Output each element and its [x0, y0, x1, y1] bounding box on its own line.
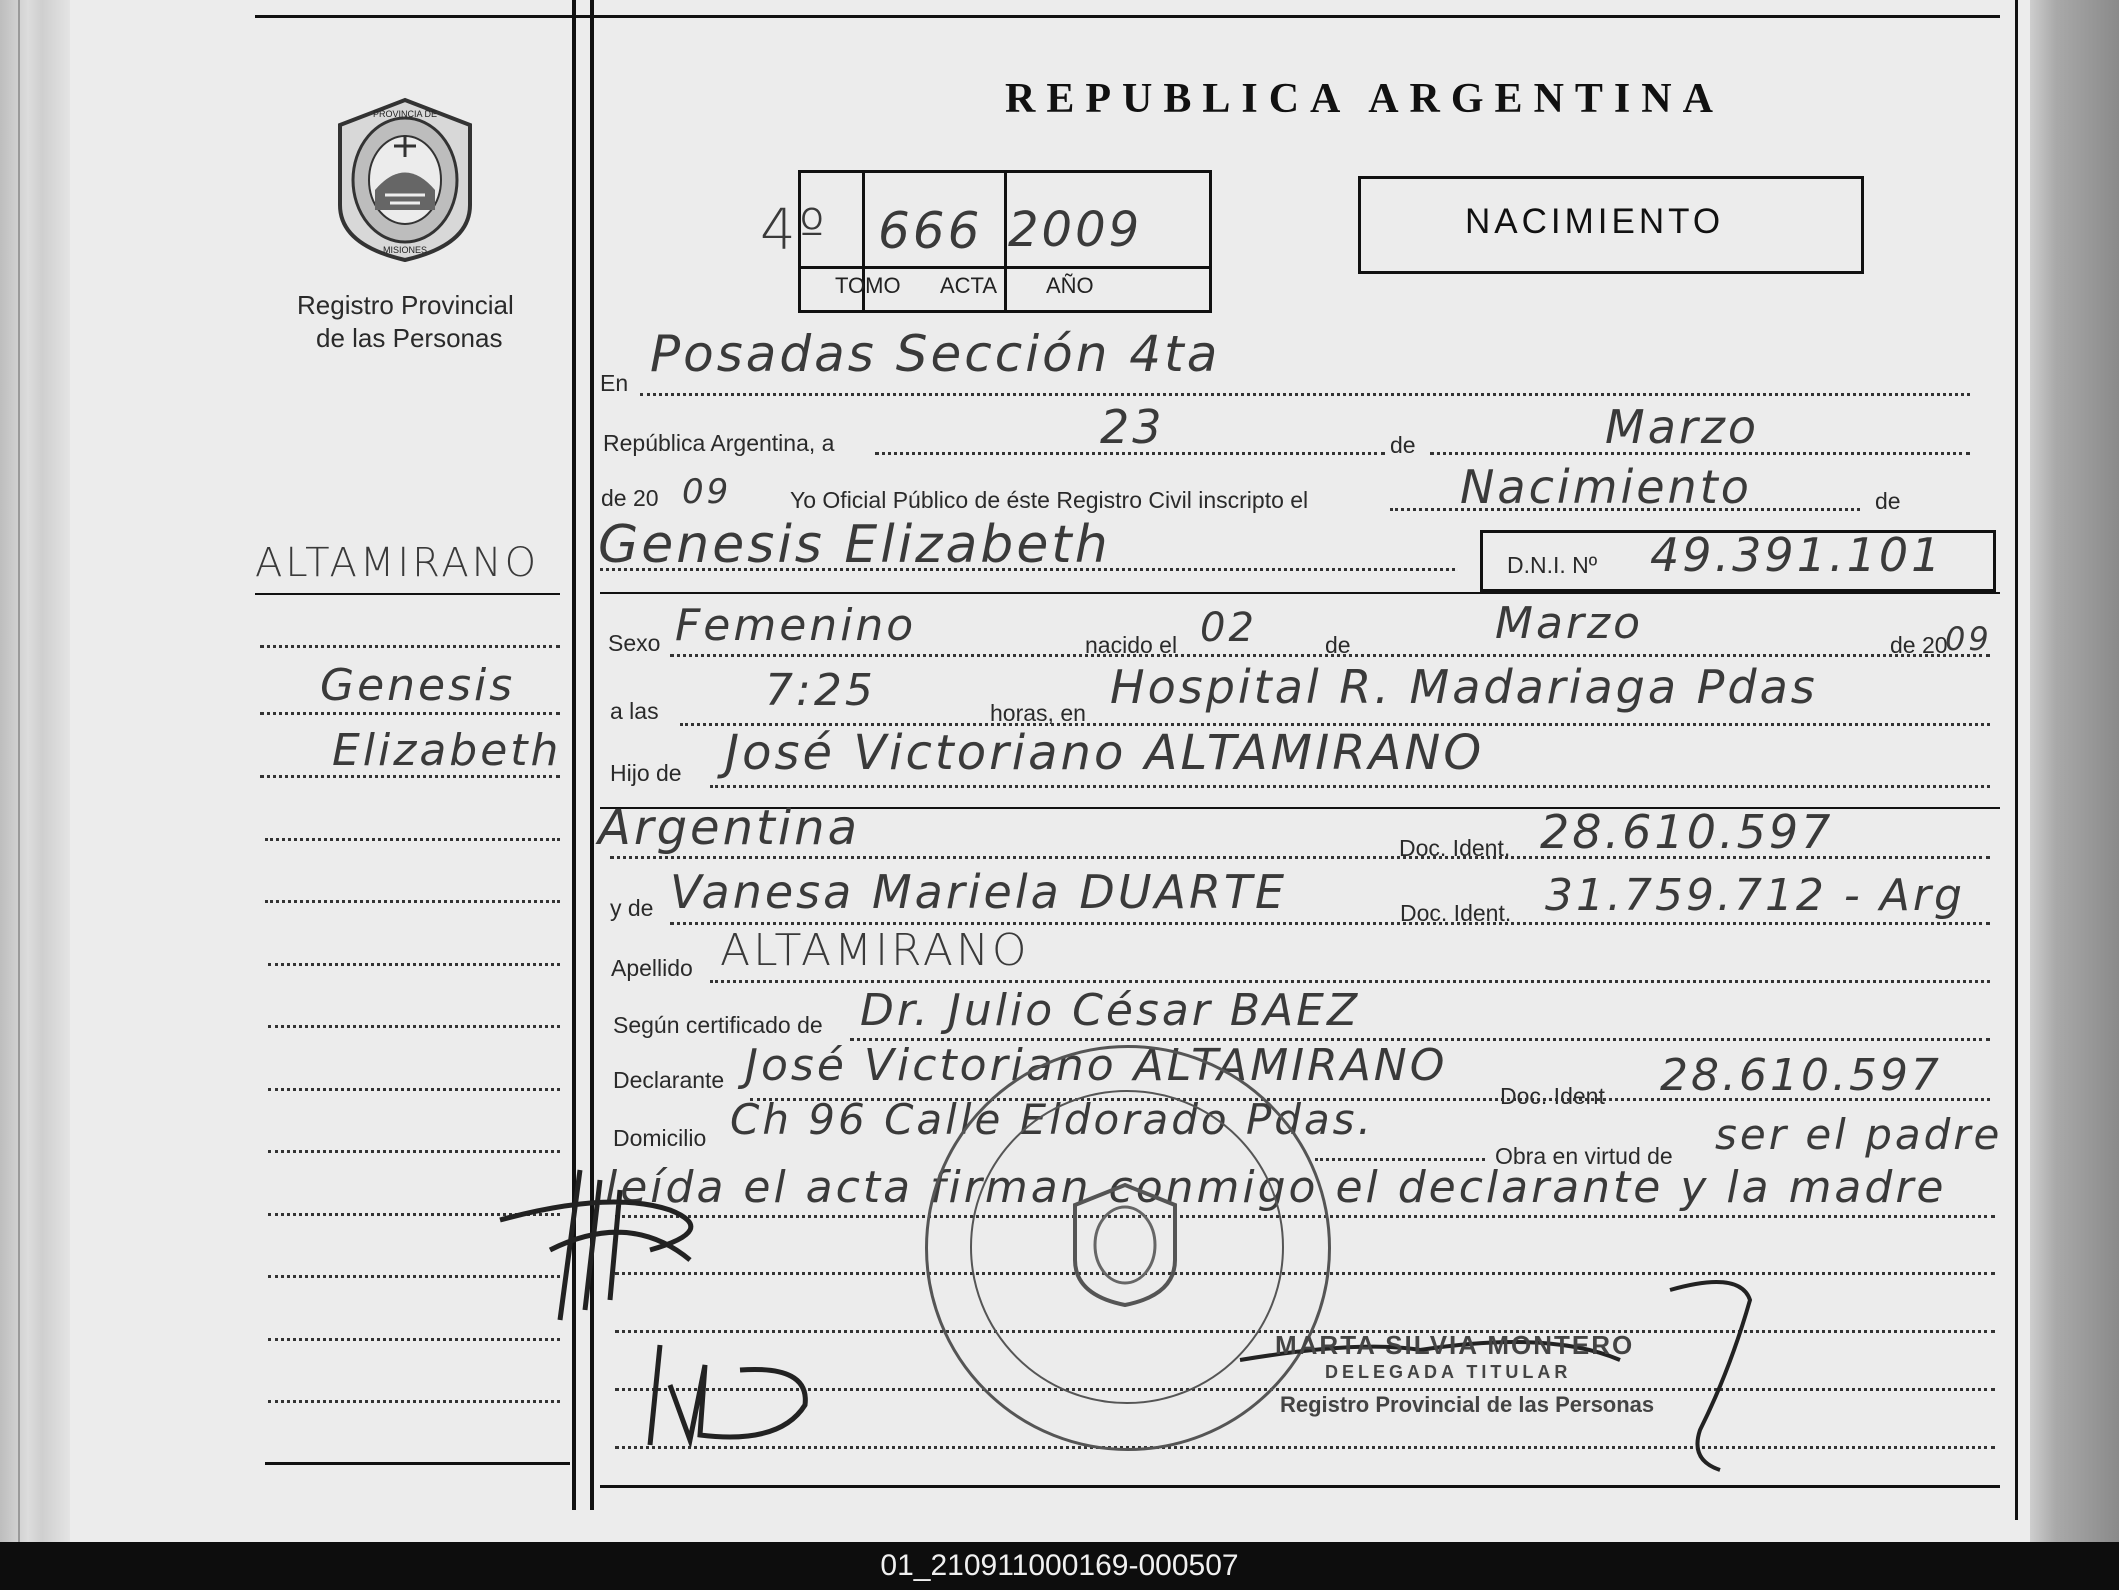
- margin-dotline: [260, 712, 560, 715]
- registry-name-line2: de las Personas: [316, 323, 503, 353]
- label-de: de: [1325, 632, 1351, 658]
- mother-signature-icon: [630, 1325, 860, 1455]
- margin-dotline: [265, 838, 560, 841]
- declarant-doc: 28.610.597: [1660, 1050, 1942, 1101]
- margin-surname: ALTAMIRANO: [255, 540, 540, 586]
- margin-dotline: [268, 1338, 560, 1341]
- book-spine: [0, 0, 70, 1542]
- officer-name: MARTA SILVIA MONTERO: [1275, 1330, 1635, 1360]
- fill-line: [1430, 452, 1970, 455]
- place-value: Posadas Sección 4ta: [650, 325, 1221, 383]
- label-doc-ident: Doc. Ident.: [1400, 900, 1512, 926]
- label-en: En: [600, 370, 629, 396]
- margin-dotline: [260, 645, 560, 648]
- closing-statement: leída el acta firman conmigo el declarante y la madre: [605, 1162, 1947, 1213]
- dni-value: 49.391.101: [1650, 528, 1944, 582]
- registry-name-line1: Registro Provincial: [297, 290, 514, 320]
- fill-line: [1390, 508, 1860, 511]
- birth-time: 7:25: [765, 665, 876, 716]
- stamp-emblem-icon: [1070, 1180, 1180, 1310]
- father-doc: 28.610.597: [1540, 805, 1834, 859]
- label-apellido: Apellido: [611, 955, 693, 981]
- row-rule: [600, 592, 2000, 594]
- fill-line: [710, 785, 1990, 788]
- label-segun: Según certificado de: [613, 1012, 823, 1038]
- svg-text:MISIONES: MISIONES: [382, 245, 428, 255]
- svg-text:PROVINCIA DE: PROVINCIA DE: [372, 109, 438, 119]
- margin-dotline: [260, 775, 560, 778]
- label-de: de: [1875, 488, 1901, 514]
- record-box-col: [1004, 170, 1007, 310]
- father-nationality: Argentina: [598, 800, 860, 856]
- fill-line: [875, 452, 1385, 455]
- child-name: Genesis Elizabeth: [598, 515, 1111, 575]
- record-type: NACIMIENTO: [1465, 202, 1725, 241]
- provincial-seal-icon: [330, 95, 480, 265]
- margin-dotline: [268, 1400, 560, 1403]
- tomo-value: 4º: [760, 198, 829, 263]
- margin-given-name-2: Elizabeth: [332, 725, 562, 776]
- fill-line: [600, 568, 1455, 571]
- fill-line: [610, 856, 1990, 859]
- fill-line: [640, 393, 1970, 396]
- mother-name: Vanesa Mariela DUARTE: [670, 865, 1288, 919]
- fill-line: [710, 980, 1990, 983]
- fill-line: [670, 654, 1990, 657]
- label-a-las: a las: [610, 698, 659, 724]
- fill-line: [1315, 1158, 1485, 1161]
- label-declarante: Declarante: [613, 1067, 725, 1093]
- margin-dotline: [268, 1088, 560, 1091]
- main-right-rule: [2015, 0, 2018, 1520]
- margin-dotline: [268, 1025, 560, 1028]
- label-de-20: de 20: [601, 485, 659, 511]
- label-de-20: de 20: [1890, 632, 1948, 658]
- birth-place: Hospital R. Madariaga Pdas: [1110, 660, 1818, 714]
- margin-dotline: [268, 963, 560, 966]
- label-nacido: nacido el: [1085, 632, 1178, 658]
- label-y-de: y de: [610, 895, 654, 921]
- margin-underline: [255, 593, 560, 595]
- reason-value: ser el padre: [1715, 1110, 2003, 1159]
- label-obra: Obra en virtud de: [1495, 1143, 1673, 1169]
- page-edge: [2029, 0, 2119, 1542]
- label-sexo: Sexo: [608, 630, 661, 656]
- birth-day: 02: [1200, 605, 1257, 651]
- acta-label: ACTA: [940, 273, 998, 298]
- mother-doc: 31.759.712 - Arg: [1545, 870, 1965, 921]
- officer-office: Registro Provincial de las Personas: [1280, 1392, 1655, 1417]
- label-oficial: Yo Oficial Público de éste Registro Civil inscripto el: [790, 487, 1309, 513]
- label-dni: D.N.I. Nº: [1507, 552, 1598, 578]
- file-id-footer: 01_210911000169-000507: [0, 1542, 2119, 1590]
- main-top-rule: [600, 15, 2000, 18]
- tomo-label: TOMO: [835, 273, 901, 298]
- birth-year: 09: [1945, 620, 1992, 658]
- label-republica: República Argentina, a: [603, 430, 835, 456]
- margin-dotline: [265, 900, 560, 903]
- margin-bottom-rule: [265, 1462, 570, 1465]
- anio-value: 2009: [1008, 202, 1143, 258]
- label-doc-ident: Doc. Ident.: [1399, 835, 1511, 861]
- acta-value: 666: [878, 202, 983, 260]
- declarant-name: José Victoriano ALTAMIRANO: [745, 1040, 1448, 1091]
- surname-value: ALTAMIRANO: [720, 925, 1030, 976]
- sex-value: Femenino: [675, 600, 917, 651]
- birth-certificate-form: [70, 0, 2030, 1542]
- year-value: 09: [682, 472, 732, 512]
- anio-label: AÑO: [1046, 273, 1094, 298]
- margin-given-name-1: Genesis: [320, 660, 516, 711]
- label-de: de: [1390, 432, 1416, 458]
- declarant-signature-icon: [490, 1150, 830, 1330]
- address-value: Ch 96 Calle Eldorado Pdas.: [730, 1095, 1374, 1144]
- day-value: 23: [1100, 400, 1165, 454]
- certificate-doctor: Dr. Julio César BAEZ: [860, 985, 1361, 1036]
- officer-role: DELEGADA TITULAR: [1325, 1362, 1572, 1382]
- month-value: Marzo: [1605, 400, 1760, 454]
- father-name: José Victoriano ALTAMIRANO: [725, 725, 1485, 781]
- birth-month: Marzo: [1495, 598, 1644, 649]
- label-doc-ident: Doc. Ident: [1500, 1083, 1605, 1109]
- label-horas: horas, en: [990, 700, 1086, 726]
- label-hijo: Hijo de: [610, 760, 682, 786]
- country-title: REPUBLICA ARGENTINA: [1005, 76, 1724, 122]
- registered-type: Nacimiento: [1460, 460, 1752, 514]
- label-domicilio: Domicilio: [613, 1125, 707, 1151]
